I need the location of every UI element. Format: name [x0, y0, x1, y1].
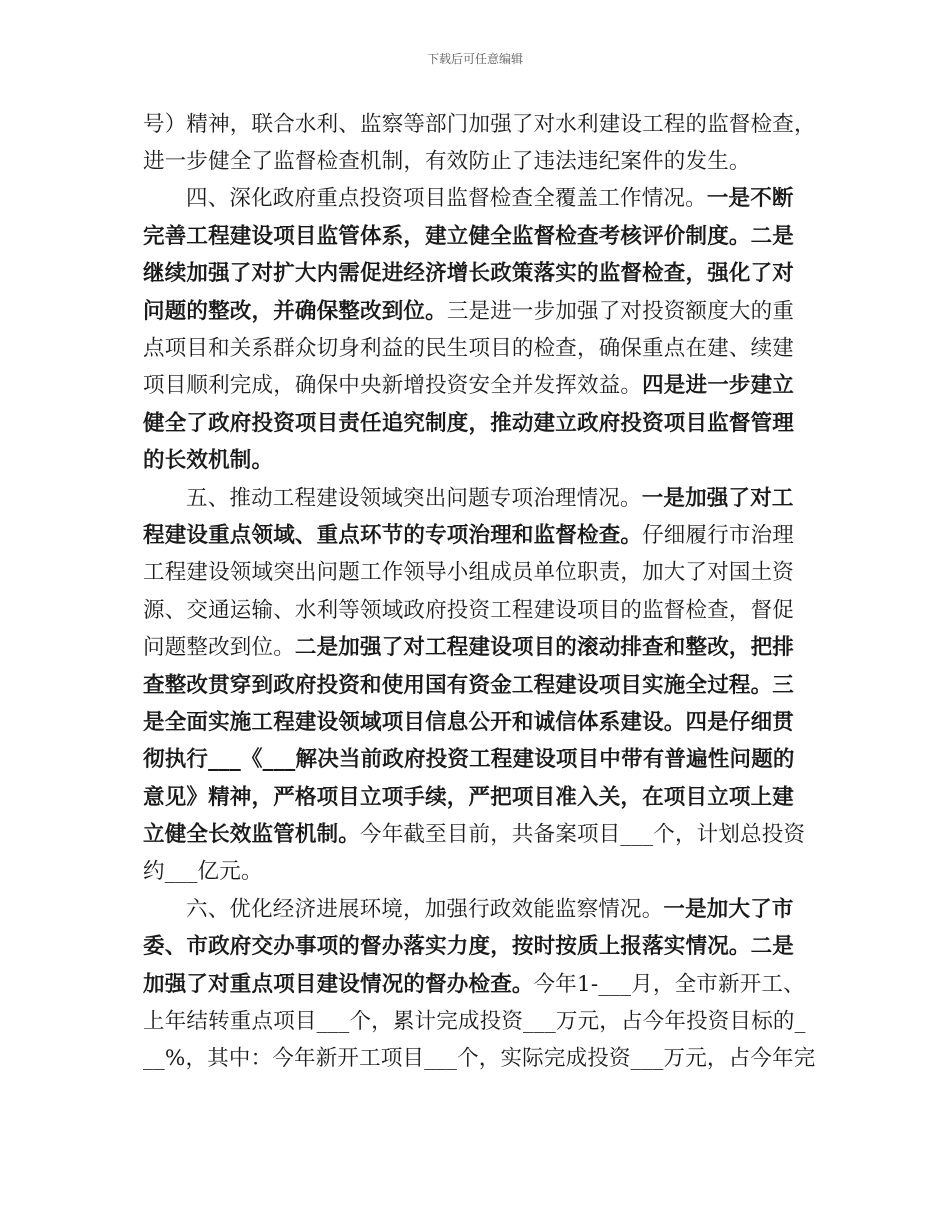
text-run: 工程建设领域突出问题工作领导小组成员单位职责，加大了对国土资: [143, 560, 795, 585]
text-run: 点项目和关系群众切身利益的民生项目的检查，确保重点在建、续建: [143, 336, 795, 361]
text-line: [186, 184, 794, 214]
text-line: [143, 147, 751, 177]
text-run: 三是进一步加强了对投资额度大的重: [446, 299, 795, 324]
text-run: 五、推动工程建设领域突出问题专项治理情况。: [186, 486, 642, 511]
text-run: 仔细履行市治理: [642, 523, 795, 548]
bold-text-run: 问题的整改，并确保整改到位。: [143, 299, 447, 324]
text-run: 源、交通运输、水利等领域政府投资工程建设项目的监督检查，督促: [143, 598, 795, 623]
text-line: [186, 484, 794, 514]
text-line: [143, 745, 795, 775]
text-line: [143, 371, 794, 401]
bold-text-run: 程建设重点领域、重点环节的专项治理和监督检查。: [143, 523, 643, 548]
bold-text-run: 彻执行___《___解决当前政府投资工程建设项目中带有普遍性问题的: [143, 747, 795, 772]
bold-text-run: 是全面实施工程建设领域项目信息公开和诚信体系建设。四是仔细贯: [143, 710, 795, 735]
text-run: 今年1-___月，全市新开工、: [533, 972, 805, 997]
text-line: [143, 558, 794, 588]
bold-text-run: 意见》精神，严格项目立项手续，严把项目准入关，在项目立项上建: [143, 785, 795, 810]
text-run: 进一步健全了监督检查机制，有效防止了违法违纪案件的发生。: [143, 149, 751, 174]
text-line: [143, 633, 794, 663]
bold-text-run: 加强了对重点项目建设情况的督办检查。: [143, 972, 534, 997]
text-line: [143, 970, 805, 1000]
text-line: [143, 222, 794, 252]
text-line: [143, 783, 794, 813]
bold-text-run: 查整改贯穿到政府投资和使用国有资金工程建设项目实施全过程。三: [143, 673, 795, 698]
text-line: [143, 409, 794, 439]
bold-text-run: 的长效机制。: [143, 448, 274, 473]
text-run: 上年结转重点项目___个，累计完成投资___万元，占今年投资目标的_: [143, 1009, 806, 1034]
bold-text-run: 一是不断: [706, 186, 794, 211]
bold-text-run: 一是加强了对工: [641, 486, 794, 511]
text-line: [143, 932, 794, 962]
text-line: [143, 820, 805, 850]
text-line: [143, 857, 263, 887]
text-line: [143, 521, 794, 551]
text-line: [143, 110, 816, 140]
text-run: 项目顺利完成，确保中央新增投资安全并发挥效益。: [143, 373, 643, 398]
text-line: [143, 671, 794, 701]
text-line: [143, 259, 794, 289]
text-run: 问题整改到位。: [143, 635, 295, 660]
text-run: 四、深化政府重点投资项目监督检查全覆盖工作情况。: [186, 186, 707, 211]
bold-text-run: 立健全长效监管机制。: [143, 822, 361, 847]
text-run: 今年截至目前，共备案项目___个，计划总投资: [360, 822, 806, 847]
text-line: [186, 895, 794, 925]
bold-text-run: 二是加强了对工程建设项目的滚动排查和整改，把排: [294, 635, 795, 660]
page-header: 下载后可任意编辑: [426, 52, 523, 66]
bold-text-run: 健全了政府投资项目责任追究制度，推动建立政府投资项目监督管理: [143, 411, 795, 436]
bold-text-run: 继续加强了对扩大内需促进经济增长政策落实的监督检查，强化了对: [143, 261, 795, 286]
text-line: [143, 446, 273, 476]
text-line: [143, 334, 794, 364]
text-run: __%，其中：今年新开工项目___个，实际完成投资___万元，占今年完: [143, 1046, 816, 1071]
text-run: 六、优化经济进展环境，加强行政效能监察情况。: [186, 897, 664, 922]
text-line: [143, 1044, 815, 1074]
text-run: 号）精神，联合水利、监察等部门加强了对水利建设工程的监督检查，: [143, 112, 816, 137]
bold-text-run: 完善工程建设项目监管体系，建立健全监督检查考核评价制度。二是: [143, 224, 795, 249]
text-line: [143, 708, 794, 738]
text-line: [143, 596, 794, 626]
bold-text-run: 委、市政府交办事项的督办落实力度，按时按质上报落实情况。二是: [143, 934, 795, 959]
text-line: [143, 297, 794, 327]
text-run: 约___亿元。: [143, 859, 263, 884]
text-line: [143, 1007, 806, 1037]
bold-text-run: 一是加大了市: [663, 897, 794, 922]
bold-text-run: 四是进一步建立: [642, 373, 795, 398]
